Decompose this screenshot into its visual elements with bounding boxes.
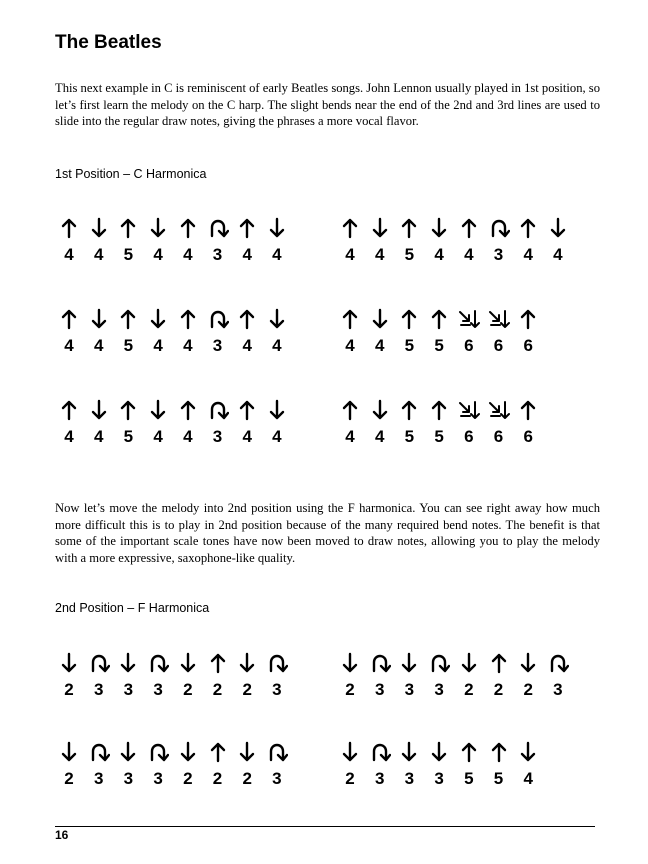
hole-number: 4 <box>64 336 74 355</box>
footer-rule <box>55 826 595 827</box>
bend-arrow-icon <box>207 308 229 330</box>
hole-number: 6 <box>464 427 474 446</box>
second-position-paragraph: Now let’s move the melody into 2nd position using the F harmonica. You can see right away how much more difficult this is to play in 2nd position because of the many required bend notes. The benefit is that some of the important scale tones have now been moved to draw notes, allowing you to play the melody with a more expressive, saxophone-like quality. <box>55 501 600 565</box>
hole-number: 2 <box>242 680 252 699</box>
hole-number: 4 <box>93 336 104 355</box>
hole-number: 5 <box>123 245 134 264</box>
hole-number: 4 <box>64 427 74 446</box>
blow-arrow-icon <box>177 308 199 330</box>
hole-number: 2 <box>64 680 74 699</box>
section-heading-2nd-position: 2nd Position – F Harmonica <box>55 601 210 615</box>
blow-arrow-icon <box>236 308 258 330</box>
blow-arrow-icon <box>398 399 420 421</box>
hole-number: 3 <box>212 427 223 446</box>
hole-number: 3 <box>153 769 163 788</box>
hole-number: 3 <box>123 680 134 699</box>
hole-number: 5 <box>464 769 474 788</box>
hole-number: 3 <box>212 245 223 264</box>
draw-arrow-icon <box>147 308 169 330</box>
hole-number: 2 <box>345 680 355 699</box>
hole-number: 4 <box>464 245 474 264</box>
hole-number: 5 <box>434 336 444 355</box>
bend-arrow-icon <box>369 741 391 763</box>
hole-number: 4 <box>272 427 282 446</box>
draw-arrow-icon <box>398 652 420 674</box>
hole-number: 5 <box>404 245 415 264</box>
hole-number: 3 <box>272 680 282 699</box>
hole-number: 2 <box>212 769 223 788</box>
hole-number: 5 <box>404 336 415 355</box>
draw-arrow-icon <box>88 217 110 239</box>
draw-arrow-icon <box>428 217 450 239</box>
bend-arrow-icon <box>147 741 169 763</box>
blow-arrow-icon <box>339 308 361 330</box>
bend-slide-arrow-icon <box>458 399 480 421</box>
blow-arrow-icon <box>177 399 199 421</box>
bend-arrow-icon <box>207 399 229 421</box>
blow-arrow-icon <box>177 217 199 239</box>
draw-arrow-icon <box>266 399 288 421</box>
hole-number: 4 <box>242 245 252 264</box>
hole-number: 4 <box>523 245 533 264</box>
blow-arrow-icon <box>117 399 139 421</box>
blow-arrow-icon <box>517 308 539 330</box>
hole-number: 3 <box>123 769 134 788</box>
hole-number: 4 <box>523 769 533 788</box>
page-number: 16 <box>55 828 69 842</box>
draw-arrow-icon <box>369 308 391 330</box>
hole-number: 2 <box>64 769 74 788</box>
draw-arrow-icon <box>177 741 199 763</box>
page-title: The Beatles <box>55 32 162 53</box>
hole-number: 3 <box>434 680 444 699</box>
hole-number: 4 <box>374 427 385 446</box>
hole-number: 6 <box>523 427 533 446</box>
blow-arrow-icon <box>458 217 480 239</box>
hole-number: 4 <box>183 427 193 446</box>
hole-number: 4 <box>434 245 444 264</box>
hole-number: 4 <box>242 336 252 355</box>
bend-arrow-icon <box>147 652 169 674</box>
blow-arrow-icon <box>236 399 258 421</box>
hole-number: 5 <box>493 769 504 788</box>
hole-number: 2 <box>242 769 252 788</box>
draw-arrow-icon <box>547 217 569 239</box>
hole-number: 3 <box>404 680 415 699</box>
hole-number: 4 <box>64 245 74 264</box>
bend-arrow-icon <box>428 652 450 674</box>
blow-arrow-icon <box>117 308 139 330</box>
hole-number: 3 <box>553 680 563 699</box>
hole-number: 4 <box>345 336 355 355</box>
draw-arrow-icon <box>88 399 110 421</box>
blow-arrow-icon <box>488 652 510 674</box>
draw-arrow-icon <box>58 741 80 763</box>
draw-arrow-icon <box>339 652 361 674</box>
hole-number: 4 <box>153 245 163 264</box>
blow-arrow-icon <box>488 741 510 763</box>
hole-number: 3 <box>93 769 104 788</box>
draw-arrow-icon <box>58 652 80 674</box>
hole-number: 4 <box>93 245 104 264</box>
blow-arrow-icon <box>117 217 139 239</box>
hole-number: 4 <box>93 427 104 446</box>
hole-number: 4 <box>374 336 385 355</box>
hole-number: 4 <box>242 427 252 446</box>
blow-arrow-icon <box>236 217 258 239</box>
draw-arrow-icon <box>266 308 288 330</box>
bend-slide-arrow-icon <box>488 399 510 421</box>
hole-number: 3 <box>93 680 104 699</box>
bend-arrow-icon <box>547 652 569 674</box>
hole-number: 3 <box>212 336 223 355</box>
bend-arrow-icon <box>88 652 110 674</box>
hole-number: 4 <box>183 245 193 264</box>
bend-slide-arrow-icon <box>488 308 510 330</box>
blow-arrow-icon <box>428 399 450 421</box>
draw-arrow-icon <box>398 741 420 763</box>
draw-arrow-icon <box>266 217 288 239</box>
hole-number: 3 <box>434 769 444 788</box>
hole-number: 4 <box>183 336 193 355</box>
hole-number: 3 <box>272 769 282 788</box>
hole-number: 4 <box>345 245 355 264</box>
blow-arrow-icon <box>339 217 361 239</box>
hole-number: 5 <box>404 427 415 446</box>
hole-number: 6 <box>493 427 504 446</box>
blow-arrow-icon <box>517 399 539 421</box>
draw-arrow-icon <box>236 652 258 674</box>
draw-arrow-icon <box>428 741 450 763</box>
hole-number: 2 <box>183 680 193 699</box>
hole-number: 4 <box>553 245 563 264</box>
hole-number: 5 <box>123 427 134 446</box>
draw-arrow-icon <box>369 217 391 239</box>
draw-arrow-icon <box>236 741 258 763</box>
draw-arrow-icon <box>369 399 391 421</box>
draw-arrow-icon <box>147 217 169 239</box>
hole-number: 4 <box>153 336 163 355</box>
draw-arrow-icon <box>117 741 139 763</box>
blow-arrow-icon <box>458 741 480 763</box>
blow-arrow-icon <box>517 217 539 239</box>
draw-arrow-icon <box>88 308 110 330</box>
draw-arrow-icon <box>177 652 199 674</box>
blow-arrow-icon <box>207 652 229 674</box>
hole-number: 4 <box>272 245 282 264</box>
blow-arrow-icon <box>58 399 80 421</box>
bend-arrow-icon <box>369 652 391 674</box>
hole-number: 5 <box>434 427 444 446</box>
hole-number: 6 <box>464 336 474 355</box>
blow-arrow-icon <box>398 217 420 239</box>
draw-arrow-icon <box>339 741 361 763</box>
hole-number: 3 <box>493 245 504 264</box>
hole-number: 2 <box>183 769 193 788</box>
bend-arrow-icon <box>266 741 288 763</box>
hole-number: 4 <box>345 427 355 446</box>
intro-paragraph: This next example in C is reminiscent of early Beatles songs. John Lennon usually played in 1st position, so let’s first learn the melody on the C harp. The slight bends near the end of the 2nd and 3rd lines are used to slide into the regular draw notes, giving the phrases a more vocal flavor. <box>55 81 600 128</box>
draw-arrow-icon <box>517 741 539 763</box>
hole-number: 2 <box>212 680 223 699</box>
draw-arrow-icon <box>517 652 539 674</box>
hole-number: 6 <box>493 336 504 355</box>
blow-arrow-icon <box>398 308 420 330</box>
bend-arrow-icon <box>207 217 229 239</box>
hole-number: 3 <box>404 769 415 788</box>
draw-arrow-icon <box>147 399 169 421</box>
draw-arrow-icon <box>117 652 139 674</box>
bend-arrow-icon <box>488 217 510 239</box>
blow-arrow-icon <box>339 399 361 421</box>
blow-arrow-icon <box>428 308 450 330</box>
hole-number: 4 <box>374 245 385 264</box>
hole-number: 2 <box>464 680 474 699</box>
hole-number: 3 <box>374 680 385 699</box>
hole-number: 2 <box>523 680 533 699</box>
hole-number: 4 <box>153 427 163 446</box>
hole-number: 2 <box>345 769 355 788</box>
draw-arrow-icon <box>458 652 480 674</box>
hole-number: 3 <box>374 769 385 788</box>
bend-slide-arrow-icon <box>458 308 480 330</box>
hole-number: 4 <box>272 336 282 355</box>
bend-arrow-icon <box>266 652 288 674</box>
bend-arrow-icon <box>88 741 110 763</box>
blow-arrow-icon <box>207 741 229 763</box>
blow-arrow-icon <box>58 308 80 330</box>
hole-number: 2 <box>493 680 504 699</box>
hole-number: 3 <box>153 680 163 699</box>
blow-arrow-icon <box>58 217 80 239</box>
hole-number: 6 <box>523 336 533 355</box>
hole-number: 5 <box>123 336 134 355</box>
section-heading-1st-position: 1st Position – C Harmonica <box>55 167 207 181</box>
